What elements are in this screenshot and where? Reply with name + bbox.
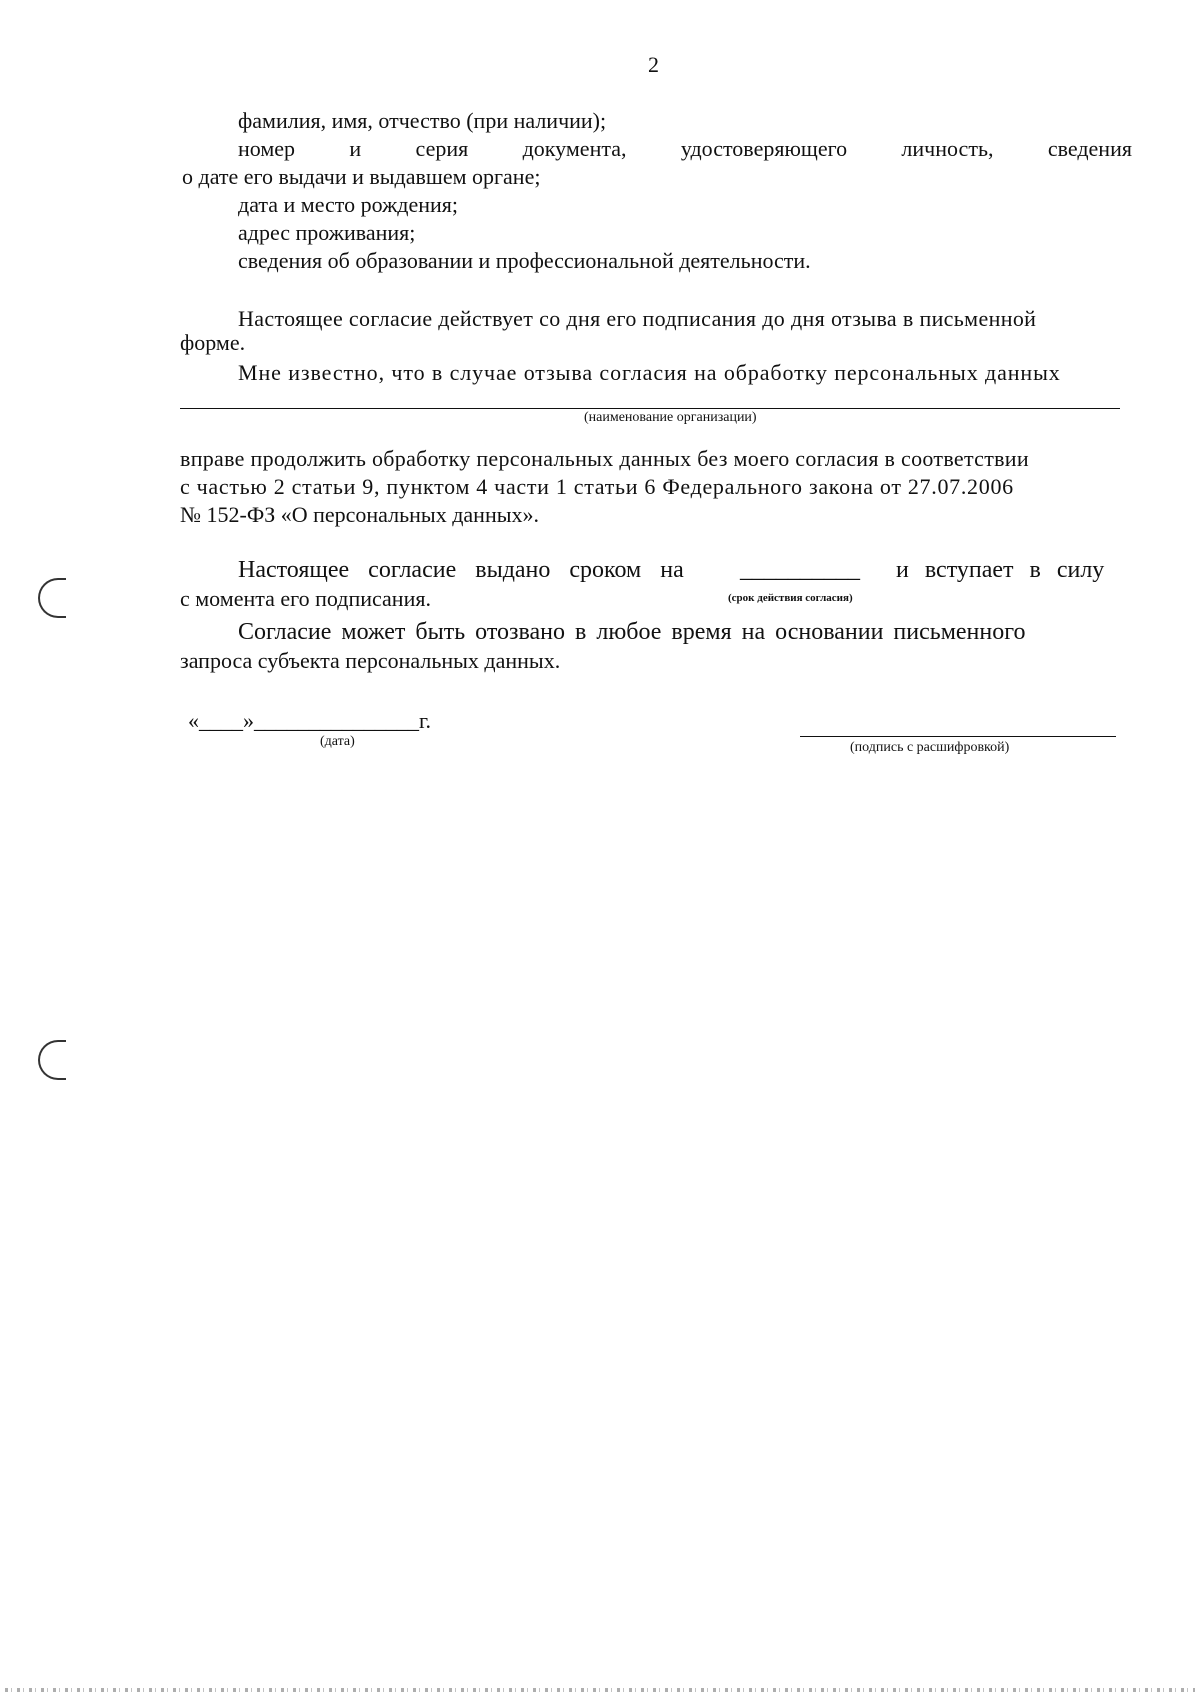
page-number: 2 <box>648 52 659 77</box>
list-item-address: адрес проживания; <box>238 220 416 245</box>
date-caption: (дата) <box>320 734 355 749</box>
term-blank: __________ <box>740 557 860 583</box>
organization-name-blank-line <box>180 408 1120 409</box>
list-item-document-line2: о дате его выдачи и выдавшем органе; <box>182 164 541 189</box>
doc-word: номер <box>238 136 296 161</box>
term-suffix: и вступает в силу <box>896 557 1105 583</box>
list-item-education: сведения об образовании и профессиональной деятельности. <box>238 248 811 273</box>
list-item-fio: фамилия, имя, отчество (при наличии); <box>238 108 607 133</box>
punch-hole-mark-bottom <box>38 1040 66 1080</box>
term-prefix: Настоящее согласие выдано сроком на <box>238 557 684 583</box>
doc-word: сведения <box>1047 136 1132 161</box>
punch-hole-mark-top <box>38 578 66 618</box>
term-line2: с момента его подписания. <box>180 586 431 611</box>
revocation-line2: вправе продолжить обработку персональных данных без моего согласия в соответствии <box>180 446 1029 471</box>
withdraw-line2: запроса субъекта персональных данных. <box>180 648 561 673</box>
signature-caption: (подпись с расшифровкой) <box>850 740 1010 755</box>
organization-caption: (наименование организации) <box>584 410 757 425</box>
term-caption: (срок действия согласия) <box>728 592 853 604</box>
doc-word: и <box>349 136 362 161</box>
doc-word: документа, <box>522 136 627 161</box>
validity-line1: Настоящее согласие действует со дня его подписания до дня отзыва в письменной <box>238 306 1037 331</box>
revocation-line3: с частью 2 статьи 9, пунктом 4 части 1 статьи 6 Федерального закона от 27.07.2006 <box>180 474 1014 499</box>
doc-word: личность, <box>901 136 994 161</box>
doc-word: серия <box>415 136 469 161</box>
revocation-line1: Мне известно, что в случае отзыва согласия на обработку персональных данных <box>238 360 1061 385</box>
date-field: «____»_______________г. <box>188 708 432 733</box>
withdraw-line1: Согласие может быть отозвано в любое время на основании письменного <box>238 619 1026 645</box>
list-item-birth: дата и место рождения; <box>238 192 459 217</box>
list-item-document-line1 <box>238 136 1132 162</box>
validity-line2: форме. <box>180 330 246 355</box>
doc-word: удостоверяющего <box>680 136 848 161</box>
signature-blank-line <box>800 736 1116 737</box>
revocation-line4: № 152-ФЗ «О персональных данных». <box>180 502 539 527</box>
scan-edge-artifact <box>5 1688 1195 1692</box>
